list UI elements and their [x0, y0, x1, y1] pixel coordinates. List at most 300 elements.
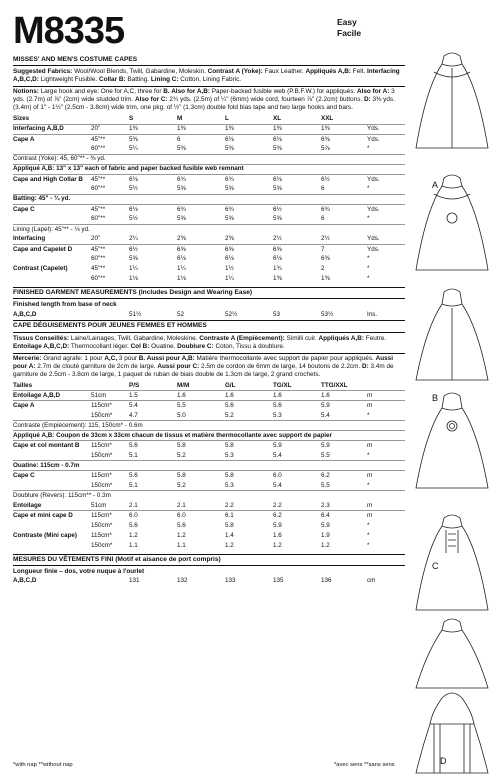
yardage-row: [13, 521, 405, 531]
yardage-value: 1.2: [225, 541, 234, 549]
unit: Yds.: [367, 124, 405, 134]
spacer-cell: [91, 576, 129, 586]
view-label: Cape and High Collar B: [13, 174, 91, 184]
yardage-value: 1.1: [177, 541, 186, 549]
level-fr: Facile: [337, 27, 362, 38]
fabric-width: 150cm*: [91, 411, 113, 419]
size-header-cell: L: [225, 115, 229, 123]
yardage-value: 6.0: [129, 511, 177, 521]
fabric-width: 115cm*: [91, 441, 129, 451]
yardage-value: 1⅜: [273, 124, 321, 134]
yardage-note: Batting: 45" - ¾ yd.: [13, 194, 405, 204]
yardage-value: 1.5: [129, 391, 177, 401]
cape-a-back-drawing: [416, 175, 488, 270]
finished-value: 135: [273, 577, 284, 584]
level-en: Easy: [337, 17, 357, 27]
mesures-title: MESURES DU VÊTEMENTS FINI (Motif et aisance de port compris): [13, 554, 405, 566]
yardage-value: 5⅜: [129, 134, 177, 144]
yardage-value: 5.0: [177, 411, 186, 419]
fabric-width: 45"**: [91, 134, 129, 144]
yardage-value: 6⅛: [273, 174, 321, 184]
yardage-value: 5.1: [129, 451, 138, 459]
yardage-value: 1⅛: [177, 275, 186, 283]
yardage-value: 1.2: [129, 531, 138, 539]
fabric-width: 45"**: [91, 244, 129, 254]
yardage-value: 5.5: [321, 451, 330, 459]
technical-drawings: [404, 48, 500, 781]
yardage-row: [13, 531, 405, 541]
unit: *: [367, 451, 370, 459]
yardage-value: 2: [321, 265, 325, 273]
size-header-cell: P/S: [129, 381, 140, 389]
yardage-value: 6⅝: [225, 244, 273, 254]
yardage-value: 5.8: [177, 471, 225, 481]
figure-label-d: D: [440, 756, 447, 766]
unit: Yds.: [367, 174, 405, 184]
finished-view-label: A,B,C,D: [13, 577, 37, 584]
fabric-width: 45"**: [91, 204, 129, 214]
spacer-cell: [91, 309, 129, 319]
unit: *: [367, 215, 370, 223]
yardage-value: 1.2: [321, 541, 330, 549]
yardage-value: 5.9: [321, 401, 367, 411]
yardage-row: [13, 154, 405, 164]
fabric-width: 60"**: [91, 145, 106, 153]
view-label: [13, 481, 91, 491]
fabric-width: 60"**: [91, 215, 106, 223]
fabric-width: 20": [91, 124, 129, 134]
yardage-note: Contraste (Empiècement): 115, 150cm* - 0.6m: [13, 421, 405, 431]
finished-value: 132: [177, 577, 188, 584]
yardage-value: 5.6: [129, 441, 177, 451]
yardage-value: 6¾: [177, 174, 225, 184]
cape-b-back-drawing: [416, 393, 488, 488]
view-label: Contrast (Capelet): [13, 265, 68, 273]
size-header-cell: [91, 114, 129, 124]
yardage-row: [13, 264, 405, 274]
yardage-row: [13, 174, 405, 184]
yardage-value: 5⅝: [225, 215, 234, 223]
yardage-row: [13, 471, 405, 481]
yardage-value: 6⅝: [177, 244, 225, 254]
size-header-cell: [367, 381, 405, 391]
yardage-value: 5.3: [225, 451, 234, 459]
yardage-row: [13, 194, 405, 204]
size-header-cell: Sizes: [13, 115, 30, 123]
yardage-value: 5.6: [273, 401, 321, 411]
yardage-value: 4.7: [129, 411, 138, 419]
yardage-value: 5.6: [129, 471, 177, 481]
yardage-value: 6¾: [225, 204, 273, 214]
yardage-value: 6⅛: [177, 255, 186, 263]
view-label: Interfacing A,B,D: [13, 124, 91, 134]
yardage-value: 5⅝: [129, 255, 138, 263]
yardage-row: [13, 481, 405, 491]
unit: Yds.: [367, 235, 380, 243]
yardage-value: 6⅜: [321, 134, 367, 144]
view-label: [13, 254, 91, 264]
cape-d-front-drawing: [416, 693, 488, 773]
finished-length-row: [13, 309, 405, 319]
yardage-note: Contrast (Yoke): 45, 60"** - ⅜ yd.: [13, 154, 405, 164]
sizes-header: [13, 114, 405, 124]
yardage-row: [13, 421, 405, 431]
yardage-value: 2⅜: [225, 235, 234, 243]
yardage-value: 6⅛: [225, 134, 273, 144]
finished-value: 53½: [321, 310, 334, 318]
yardage-value: 6: [177, 134, 225, 144]
view-label: Entoilage: [13, 501, 42, 509]
yardage-note: Appliqué A,B: Coupon de 33cm x 33cm chacun de tissus et matière thermocollante avec support de papier: [13, 431, 405, 441]
yardage-value: 2⅜: [177, 235, 186, 243]
view-label: Cape et mini cape D: [13, 511, 91, 521]
yardage-value: 2½: [273, 235, 282, 243]
yardage-value: 1⅛: [129, 275, 138, 283]
figure-label-a: A: [432, 180, 439, 190]
yardage-value: 2½: [321, 235, 330, 243]
yardage-value: 5.6: [225, 401, 273, 411]
yardage-value: 5.9: [273, 441, 321, 451]
yardage-row: [13, 391, 405, 401]
finished-length-label: Finished length from base of neck: [13, 301, 117, 309]
tailles-header: [13, 381, 405, 391]
finished-value: 52: [177, 310, 185, 318]
english-finished-table: [13, 309, 405, 319]
yardage-value: 1⅜: [177, 124, 225, 134]
figure-label-c: C: [432, 561, 439, 571]
yardage-value: 6.0: [273, 471, 321, 481]
yardage-value: 6.4: [321, 511, 367, 521]
view-label: [13, 541, 91, 551]
yardage-row: [13, 511, 405, 521]
size-header-cell: TG/XL: [273, 381, 292, 389]
unit: *: [367, 255, 370, 263]
finished-value: 133: [225, 577, 236, 584]
cape-b-front-drawing: [416, 289, 488, 380]
yardage-value: 5.4: [273, 481, 282, 489]
yardage-value: 1.6: [321, 391, 367, 401]
finished-value: 52½: [225, 310, 238, 318]
fabric-width: 150cm*: [91, 541, 113, 549]
yardage-row: [13, 441, 405, 451]
view-label: Cape C: [13, 204, 91, 214]
yardage-row: [13, 431, 405, 441]
yardage-value: 5.3: [225, 481, 234, 489]
yardage-note: Doublure (Revers): 115cm** - 0.3m: [13, 491, 405, 501]
yardage-value: 5.8: [225, 521, 234, 529]
unit: *: [367, 541, 370, 549]
yardage-value: 5½: [129, 185, 138, 193]
yardage-value: 5.8: [177, 441, 225, 451]
fabric-width: 60"**: [91, 255, 106, 263]
yardage-value: 2.2: [225, 501, 234, 509]
yardage-value: 1.6: [273, 391, 321, 401]
yardage-row: [13, 124, 405, 134]
tissus-conseilles: Tissus Conseillés: Laine/Lainages, Twill, Gabardine, Moleskine. Contraste A (Empiècement): Similli cuir. Appliqués A,B: Feutre. Entoilage A,B,C,D: Thermocollant léger. Col B: Ouatine. Doublure C: Coton, Tissu à doublure.: [13, 334, 387, 350]
fabric-width: 20": [91, 235, 101, 243]
unit: m: [367, 471, 405, 481]
yardage-row: [13, 401, 405, 411]
notions: Notions: Large hook and eye: One for A,C, three for B. Also for A,B: Paper-backed fusible web (P.B.F.W.) for appliqués. Also for A: 3 yds. (2.7m) of ⅞" (2cm) wide studded trim. Also for C: 2¾ yds. (2.5m) of ¼" (6mm) wide cord, fourteen ⅞" (2.2cm) buttons. D: 3⅜ yds. (3.4m) of 1" - 1½" (2.5cm - 3.8cm) wide trim, one pkg. of ½" (1.3cm) double fold bias tape and two large hooks and bars.: [13, 88, 395, 112]
yardage-value: 5¼: [129, 145, 138, 153]
size-header-cell: [91, 381, 129, 391]
yardage-value: 1.2: [177, 531, 186, 539]
unit: m: [367, 441, 405, 451]
cape-c-front-drawing: [416, 515, 488, 610]
size-header-cell: M/M: [177, 381, 190, 389]
difficulty-level: [337, 17, 361, 38]
yardage-value: 5.6: [129, 521, 138, 529]
yardage-value: 6⅛: [129, 174, 177, 184]
english-yardage-table: [13, 114, 405, 284]
yardage-value: 5⅜: [273, 145, 282, 153]
yardage-value: 5½: [129, 215, 138, 223]
size-header-cell: Tailles: [13, 381, 33, 389]
unit: m: [367, 511, 405, 521]
unit: m: [367, 501, 373, 509]
yardage-value: 5.6: [177, 521, 186, 529]
view-label: [13, 144, 91, 154]
fabric-width: 51cm: [91, 501, 107, 509]
finished-view-label: A,B,C,D: [13, 310, 37, 318]
yardage-value: 1⅜: [129, 124, 177, 134]
yardage-value: 5⅜: [225, 145, 234, 153]
view-label: [13, 521, 91, 531]
unit: *: [367, 521, 370, 529]
finished-value: 53: [273, 310, 281, 318]
yardage-value: 1.6: [225, 391, 273, 401]
size-header-cell: [367, 114, 405, 124]
unit: *: [367, 265, 370, 273]
yardage-value: 6½: [129, 244, 177, 254]
yardage-value: 6.0: [177, 511, 225, 521]
figure-label-b: B: [432, 393, 439, 403]
view-label: Cape C: [13, 471, 91, 481]
finished-value: 131: [129, 577, 140, 584]
view-label: Cape et col montant B: [13, 441, 91, 451]
yardage-value: 1⅜: [321, 275, 330, 283]
yardage-row: [13, 254, 405, 264]
yardage-value: 2.2: [273, 501, 282, 509]
yardage-value: 1¼: [177, 265, 186, 273]
yardage-note: Appliqué A,B: 13" x 13" each of fabric and paper backed fusible web remnant: [13, 164, 405, 174]
yardage-row: [13, 451, 405, 461]
yardage-value: 5⅝: [177, 185, 186, 193]
unit: m: [367, 391, 405, 401]
pattern-number: M8335: [13, 10, 125, 52]
size-header-cell: XL: [273, 115, 282, 123]
fabric-width: 115cm*: [91, 511, 129, 521]
yardage-row: [13, 501, 405, 511]
fabric-width: 115cm*: [91, 531, 112, 539]
yardage-value: 6⅛: [273, 134, 321, 144]
yardage-row: [13, 224, 405, 234]
yardage-value: 1.6: [273, 531, 282, 539]
yardage-row: [13, 541, 405, 551]
size-header-cell: XXL: [321, 115, 334, 123]
yardage-value: 2.1: [129, 501, 138, 509]
yardage-value: 2.3: [321, 501, 330, 509]
french-yardage-table: [13, 381, 405, 551]
yardage-value: 6.1: [225, 511, 273, 521]
fabric-width: 150cm*: [91, 521, 113, 529]
unit: cm: [367, 577, 376, 584]
view-label: Cape A: [13, 401, 91, 411]
yardage-value: 5⅝: [177, 215, 186, 223]
yardage-value: 6⅛: [273, 255, 282, 263]
yardage-value: 5.4: [273, 451, 282, 459]
yardage-row: [13, 274, 405, 284]
view-label: [13, 214, 91, 224]
unit: *: [367, 531, 370, 539]
yardage-value: 7: [321, 244, 367, 254]
yardage-row: [13, 234, 405, 244]
yardage-value: 1.9: [321, 531, 330, 539]
view-label: Entoilage A,B,D: [13, 391, 91, 401]
size-header-cell: TTG/XXL: [321, 381, 348, 389]
yardage-value: 1.4: [225, 531, 234, 539]
yardage-row: [13, 134, 405, 144]
yardage-row: [13, 214, 405, 224]
yardage-row: [13, 491, 405, 501]
fabric-width: 115cm*: [91, 471, 129, 481]
yardage-row: [13, 411, 405, 421]
unit: m: [367, 401, 405, 411]
yardage-value: 1½: [225, 265, 234, 273]
yardage-value: 5.2: [225, 411, 234, 419]
fabric-width: 45"**: [91, 265, 106, 273]
yardage-value: 6½: [273, 204, 321, 214]
mercerie: Mercerie: Grand agrafe: 1 pour A,C, 3 pour B. Aussi pour A,B: Matière thermocollante avec support de papier pour appliqués. Aussi pour A: 2.7m de clouté garniture de 2cm de large. Aussi pour C: 2.5m de cordon de 6mm de large, 14 boutons de 2.2cm. D: 3.4m de garniture de 2.5cm - 3.8cm de large, 1 paquet de ruban de biais double de 1.3cm de large, 2 grand crochets.: [13, 354, 394, 378]
yardage-value: 1¾: [273, 265, 282, 273]
unit: Yds.: [367, 244, 405, 254]
yardage-row: [13, 244, 405, 254]
unit: Yds.: [367, 134, 405, 144]
unit: *: [367, 145, 370, 153]
footer-nap-fr: *avec sens **sans sens: [334, 762, 395, 768]
english-title: MISSES' AND MEN'S COSTUME CAPES: [13, 56, 405, 66]
yardage-value: 1¼: [225, 275, 234, 283]
yardage-value: 6: [321, 185, 325, 193]
yardage-value: 5.9: [273, 521, 282, 529]
yardage-value: 5.9: [321, 441, 367, 451]
suggested-fabrics: Suggested Fabrics: Wool/Wool Blends, Twill, Gabardine, Moleskin. Contrast A (Yoke): Faux Leather. Appliqués A,B: Felt. Interfacing A,B,C,D: Lightweight Fusible. Collar B: Batting. Lining C: Cotton, Lining Fabric.: [13, 68, 400, 84]
unit: *: [367, 411, 370, 419]
yardage-note: Ouatine: 115cm - 0.7m: [13, 461, 405, 471]
yardage-value: 6¾: [321, 204, 367, 214]
yardage-value: 5.9: [321, 521, 330, 529]
yardage-value: 1⅜: [225, 124, 273, 134]
fabric-width: 60"**: [91, 185, 106, 193]
view-label: Contraste (Mini cape): [13, 531, 78, 539]
view-label: [13, 184, 91, 194]
yardage-value: 5⅞: [321, 145, 330, 153]
fabric-width: 45"**: [91, 174, 129, 184]
finished-measurements-title: FINISHED GARMENT MEASUREMENTS (Includes Design and Wearing Ease): [13, 287, 405, 299]
yardage-value: 5⅜: [177, 145, 186, 153]
yardage-value: 5.2: [177, 451, 186, 459]
yardage-value: 5.4: [321, 411, 330, 419]
footer-nap-en: *with nap **without nap: [13, 762, 73, 768]
yardage-row: [13, 184, 405, 194]
view-label: [13, 451, 91, 461]
longueur-finie-label: Longueur finie – dos, votre nuque à l'ourlet: [13, 567, 145, 575]
view-label: Cape A: [13, 134, 91, 144]
size-header-cell: G/L: [225, 381, 236, 389]
yardage-value: 1⅜: [321, 124, 367, 134]
yardage-value: 6.2: [321, 471, 367, 481]
view-label: Cape and Capelet D: [13, 244, 91, 254]
view-label: Interfacing: [13, 235, 46, 243]
yardage-value: 6¾: [225, 174, 273, 184]
view-label: [13, 274, 91, 284]
fabric-width: 150cm*: [91, 451, 113, 459]
yardage-value: 6⅝: [273, 244, 321, 254]
yardage-note: Lining (Lapel): 45"** - ⅛ yd.: [13, 224, 405, 234]
size-header-cell: S: [129, 115, 134, 123]
unit: *: [367, 185, 370, 193]
yardage-value: 5.8: [225, 441, 273, 451]
view-label: [13, 411, 91, 421]
cape-line-drawings: [404, 48, 500, 781]
yardage-value: 6½: [321, 174, 367, 184]
unit: Yds.: [367, 204, 405, 214]
size-header-cell: M: [177, 115, 183, 123]
yardage-value: 5⅝: [273, 215, 282, 223]
yardage-row: [13, 461, 405, 471]
yardage-row: [13, 204, 405, 214]
fabric-width: 150cm*: [91, 481, 113, 489]
yardage-value: 1¼: [129, 265, 138, 273]
yardage-row: [13, 164, 405, 174]
yardage-value: 1.6: [177, 391, 225, 401]
yardage-value: 2¼: [129, 235, 138, 243]
fabric-width: 60"**: [91, 275, 106, 283]
yardage-row: [13, 144, 405, 154]
yardage-value: 5⅝: [273, 185, 282, 193]
french-title: CAPE DÉGUISEMENTS POUR JEUNES FEMMES ET HOMMES: [13, 320, 405, 332]
yardage-value: 6⅛: [129, 204, 177, 214]
yardage-chart: [13, 56, 405, 586]
yardage-value: 2.1: [177, 501, 186, 509]
unit: Ins.: [367, 310, 378, 318]
yardage-value: 1⅜: [273, 275, 282, 283]
yardage-value: 1.2: [273, 541, 282, 549]
fabric-width: 51cm: [91, 391, 129, 401]
yardage-value: 5.5: [177, 401, 225, 411]
yardage-value: 5.3: [273, 411, 282, 419]
yardage-value: 5⅝: [225, 185, 234, 193]
finished-value: 136: [321, 577, 332, 584]
yardage-value: 5.5: [321, 481, 330, 489]
finished-length-row: [13, 576, 405, 586]
finished-value: 51½: [129, 310, 142, 318]
fabric-width: 115cm*: [91, 401, 129, 411]
yardage-value: 5.1: [129, 481, 138, 489]
yardage-value: 6¾: [177, 204, 225, 214]
cape-c-back-drawing: [416, 619, 488, 688]
yardage-value: 6: [321, 215, 325, 223]
yardage-value: 6.2: [273, 511, 321, 521]
cape-a-front-drawing: [416, 53, 488, 148]
yardage-value: 5.8: [225, 471, 273, 481]
french-finished-table: [13, 576, 405, 586]
yardage-value: 6⅛: [225, 255, 234, 263]
unit: *: [367, 481, 370, 489]
unit: *: [367, 275, 370, 283]
yardage-value: 1.1: [129, 541, 138, 549]
yardage-value: 6⅜: [321, 255, 330, 263]
